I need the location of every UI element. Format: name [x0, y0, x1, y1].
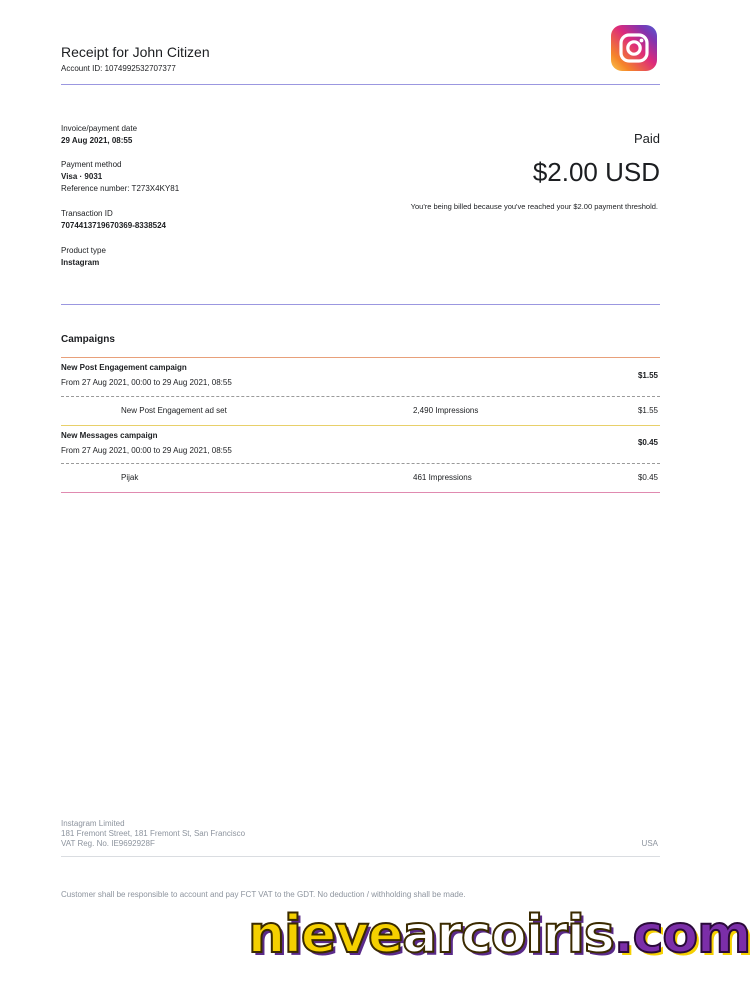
footer-vat: VAT Reg. No. IE9692928F [61, 839, 155, 848]
receipt-title: Receipt for John Citizen [61, 44, 210, 60]
invoice-date-value: 29 Aug 2021, 08:55 [61, 136, 133, 145]
product-type-value: Instagram [61, 258, 100, 267]
ad-set-impressions: 2,490 Impressions [413, 406, 479, 415]
ad-set-amount: $0.45 [637, 473, 658, 482]
dashed-divider [61, 396, 660, 397]
transaction-id-value: 7074413719670369-8338524 [61, 221, 166, 230]
payment-method-value: Visa · 9031 [61, 172, 103, 181]
campaign-dates: From 27 Aug 2021, 00:00 to 29 Aug 2021, 08:55 [61, 446, 232, 455]
section-divider [61, 304, 660, 305]
total-amount: $2.00 USD [532, 157, 660, 187]
ad-set-name: New Post Engagement ad set [121, 406, 227, 415]
watermark-part: nieve [248, 905, 403, 965]
campaign-dates: From 27 Aug 2021, 00:00 to 29 Aug 2021, 08:55 [61, 378, 232, 387]
campaign-divider [61, 425, 660, 426]
reference-number: Reference number: T273X4KY81 [61, 184, 180, 193]
watermark-part: arcoiris [402, 905, 614, 965]
campaign-divider [61, 357, 660, 358]
header-divider [61, 84, 660, 85]
ad-set-impressions: 461 Impressions [413, 473, 472, 482]
product-type-label: Product type [61, 246, 106, 255]
dashed-divider [61, 463, 660, 464]
campaigns-heading: Campaigns [61, 334, 115, 345]
footer-company: Instagram Limited [61, 819, 125, 828]
watermark-part: .com [613, 905, 750, 965]
ad-set-amount: $1.55 [637, 406, 658, 415]
payment-status: Paid [633, 131, 660, 146]
payment-method-label: Payment method [61, 160, 122, 169]
watermark [248, 905, 750, 965]
campaigns-end-divider [61, 492, 660, 493]
campaign-name: New Messages campaign [61, 431, 158, 440]
billing-note: You're being billed because you've reached your $2.00 payment threshold. [410, 202, 658, 211]
transaction-id-label: Transaction ID [61, 209, 113, 218]
account-id: Account ID: 1074992532707377 [61, 64, 176, 73]
instagram-logo-icon [611, 25, 657, 71]
invoice-date-label: Invoice/payment date [61, 124, 138, 133]
footer-address: 181 Fremont Street, 181 Fremont St, San Francisco [61, 829, 246, 838]
campaign-name: New Post Engagement campaign [61, 363, 187, 372]
campaign-amount: $0.45 [637, 438, 658, 447]
footer-disclaimer: Customer shall be responsible to account and pay FCT VAT to the GDT. No deduction / withholding shall be made. [61, 890, 466, 899]
campaign-amount: $1.55 [637, 371, 658, 380]
footer-country: USA [641, 839, 658, 848]
ad-set-name: Pijak [121, 473, 139, 482]
footer-divider [61, 856, 660, 857]
